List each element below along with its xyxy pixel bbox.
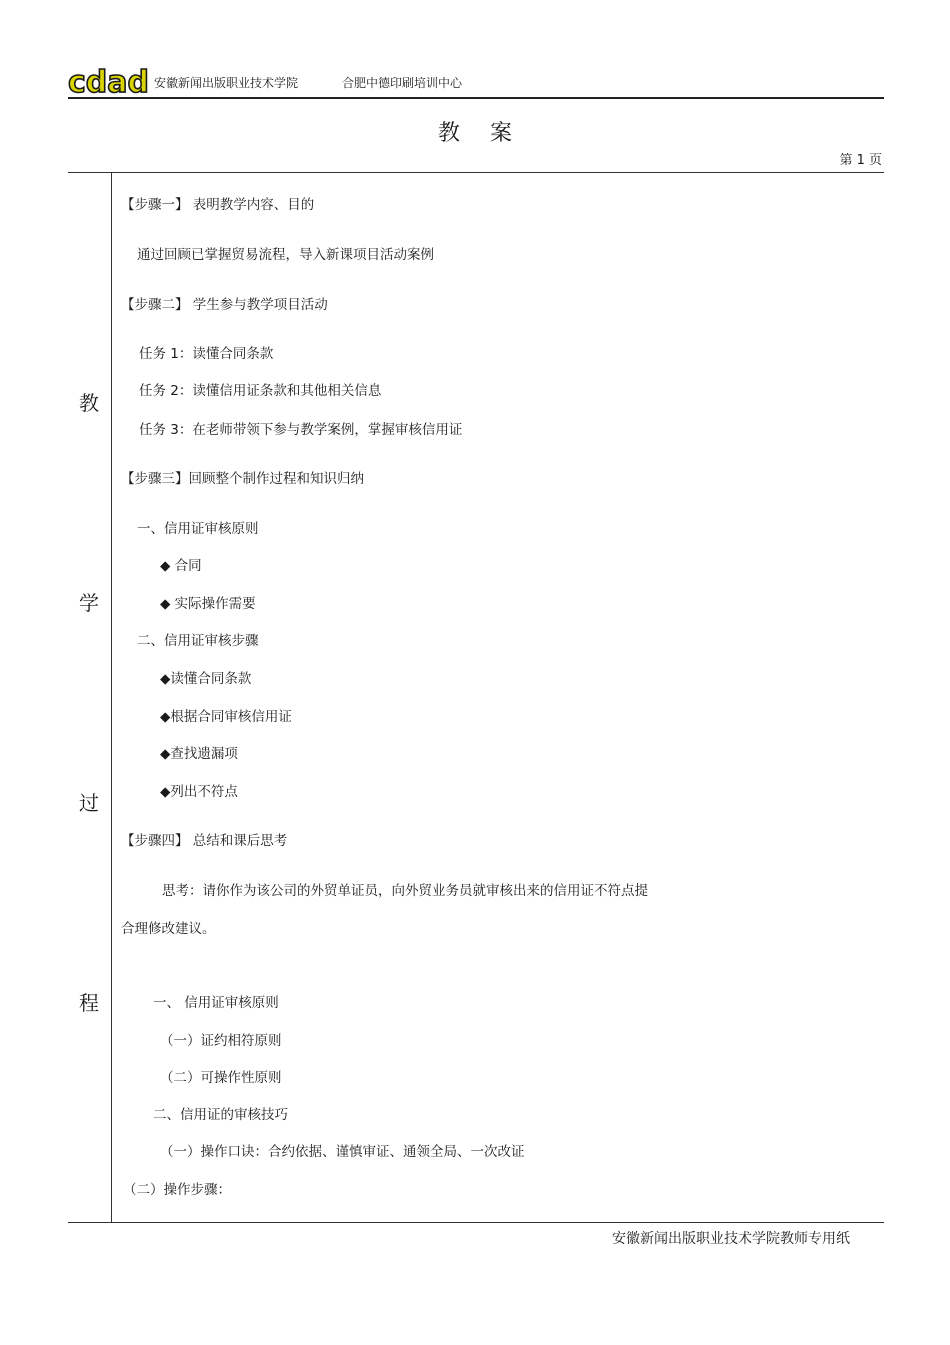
body-text: 思考：请你作为该公司的外贸单证员，向外贸业务员就审核出来的信用证不符点提 bbox=[162, 883, 648, 899]
step-heading: 【步骤二】 学生参与教学项目活动 bbox=[121, 297, 328, 313]
body-text: 通过回顾已掌握贸易流程，导入新课项目活动案例 bbox=[137, 247, 434, 263]
task-item: 任务 1：读懂合同条款 bbox=[139, 346, 274, 362]
page-number: 第 1 页 bbox=[839, 153, 882, 168]
page-header bbox=[68, 66, 884, 98]
side-label-char: 学 bbox=[79, 591, 99, 615]
body-text: 合理修改建议。 bbox=[121, 921, 216, 937]
step-heading: 【步骤三】回顾整个制作过程和知识归纳 bbox=[121, 471, 364, 487]
page-footer: 安徽新闻出版职业技术学院教师专用纸 bbox=[612, 1231, 850, 1247]
section-heading: 二、信用证的审核技巧 bbox=[153, 1107, 288, 1123]
table-top-border bbox=[68, 172, 884, 173]
side-label-char: 过 bbox=[79, 791, 99, 815]
sub-item: （二）可操作性原则 bbox=[160, 1070, 282, 1086]
svg-text:cdad: cdad bbox=[68, 66, 149, 96]
table-bottom-border bbox=[68, 1222, 884, 1223]
sub-item: （二）操作步骤： bbox=[123, 1182, 231, 1198]
bullet-item: ◆读懂合同条款 bbox=[160, 671, 252, 687]
bullet-item: ◆ 实际操作需要 bbox=[160, 596, 256, 612]
institution-name: 安徽新闻出版职业技术学院 bbox=[154, 76, 299, 90]
bullet-item: ◆列出不符点 bbox=[160, 784, 238, 800]
side-label-char: 教 bbox=[79, 391, 99, 415]
task-item: 任务 2：读懂信用证条款和其他相关信息 bbox=[139, 383, 382, 399]
bullet-item: ◆查找遗漏项 bbox=[160, 746, 238, 762]
bullet-item: ◆ 合同 bbox=[160, 558, 202, 574]
table-column-divider bbox=[111, 172, 112, 1222]
step-heading: 【步骤一】 表明教学内容、目的 bbox=[121, 197, 315, 213]
side-label-char: 程 bbox=[79, 991, 99, 1015]
sub-item: （一）证约相符原则 bbox=[160, 1033, 282, 1049]
task-item: 任务 3：在老师带领下参与教学案例，掌握审核信用证 bbox=[139, 422, 463, 438]
sub-item: （一）操作口诀：合约依据、谨慎审证、通领全局、一次改证 bbox=[160, 1144, 525, 1160]
page-title: 教案 bbox=[437, 121, 542, 146]
bullet-item: ◆根据合同审核信用证 bbox=[160, 709, 292, 725]
training-center-name: 合肥中德印刷培训中心 bbox=[342, 76, 463, 90]
step-heading: 【步骤四】 总结和课后思考 bbox=[121, 833, 288, 849]
cdad-logo bbox=[68, 66, 152, 96]
header-rule bbox=[68, 97, 884, 99]
section-heading: 一、信用证审核原则 bbox=[137, 521, 259, 537]
section-heading: 一、 信用证审核原则 bbox=[153, 995, 279, 1011]
section-heading: 二、信用证审核步骤 bbox=[137, 633, 259, 649]
